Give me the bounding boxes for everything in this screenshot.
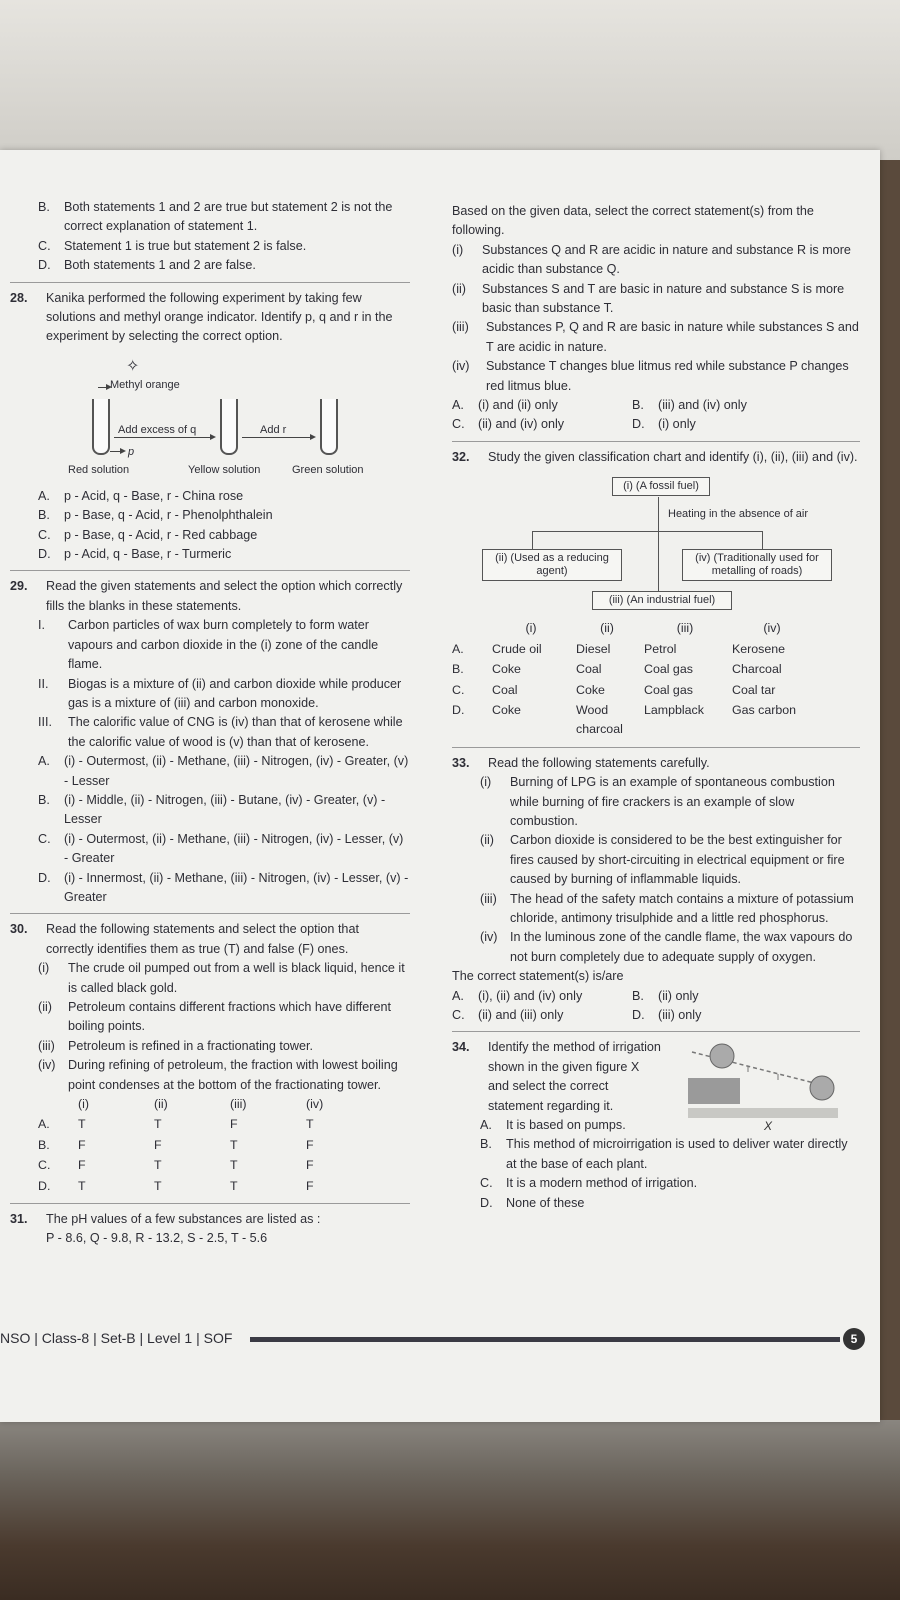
q29-options: [10, 752, 410, 907]
question-number: 30.: [10, 922, 28, 937]
option[interactable]: B. (ii) only: [632, 988, 699, 1003]
experiment-figure: [30, 353, 410, 483]
question-page: [0, 150, 880, 1422]
irrigation-figure: [688, 1038, 838, 1134]
yellow-solution-label: Yellow solution: [188, 463, 261, 476]
question-text: Kanika performed the following experiment by taking few solutions and methyl orange indicator. Identify p, q and r in the experiment by selecting the correct option.: [46, 290, 393, 344]
prompt-text: The correct statement(s) is/are: [452, 969, 624, 984]
chart-box-iii: (iii) (An industrial fuel): [592, 591, 732, 610]
question-text: Study the given classification chart and identify (i), (ii), (iii) and (iv).: [488, 449, 858, 464]
q27-options: [10, 198, 410, 276]
add-r-label: Add r: [260, 423, 287, 436]
statement: (i) Substances Q and R are acidic in nature and substance R is more acidic than substance Q.: [452, 242, 851, 277]
option[interactable]: C. It is a modern method of irrigation.: [480, 1176, 698, 1191]
test-tube-icon: [320, 399, 338, 455]
table-row[interactable]: C. F T T F: [38, 1158, 314, 1173]
background-top: [0, 0, 900, 160]
ground: [688, 1108, 838, 1118]
option[interactable]: C. (ii) and (iii) only: [452, 1008, 564, 1022]
divider: [10, 1203, 410, 1204]
table-row[interactable]: D. T T T F: [38, 1178, 314, 1193]
option[interactable]: C. p - Base, q - Acid, r - Red cabbage: [38, 527, 258, 542]
question-text: Identify the method of irrigation shown in the given figure X and select the correct statement regarding it.: [488, 1040, 661, 1113]
table-row[interactable]: C. Coal Coke Coal gas Coal tar: [452, 682, 776, 697]
question-29: [10, 577, 410, 616]
question-number: 31.: [10, 1212, 28, 1227]
divider: [10, 282, 410, 283]
background-bottom: [0, 1420, 900, 1600]
option[interactable]: C. Statement 1 is true but statement 2 is false.: [38, 238, 307, 253]
heating-label: Heating in the absence of air: [668, 508, 809, 521]
statement: I. Carbon particles of wax burn completely to form water vapours and carbon dioxide in the (i) zone of the candle flame.: [38, 618, 379, 672]
q31-options: [452, 396, 860, 435]
table-row[interactable]: D. Coke Wood charcoal Lampblack Gas carbon: [452, 702, 797, 737]
figure-x-label: X: [764, 1119, 773, 1134]
statement: (i) Burning of LPG is an example of spontaneous combustion while burning of fire crackers is an example of slow combustion.: [480, 775, 835, 828]
statement: (iii) The head of the safety match contains a mixture of potassium chloride, antimony trisulphide and a little red phosphorus.: [480, 891, 854, 925]
question-text: Based on the given data, select the correct statement(s) from the following.: [452, 204, 814, 238]
statement: (i) The crude oil pumped out from a well is black liquid, hence it is called black gold.: [38, 961, 405, 995]
chart-box-top: (i) (A fossil fuel): [612, 477, 710, 496]
table-row[interactable]: B. Coke Coal Coal gas Charcoal: [452, 662, 782, 677]
option[interactable]: D. (iii) only: [632, 1008, 702, 1022]
green-solution-label: Green solution: [292, 463, 364, 476]
option[interactable]: A. (i), (ii) and (iv) only: [452, 988, 583, 1003]
divider: [10, 913, 410, 914]
test-tube-icon: [220, 399, 238, 455]
question-text: Read the following statements and select the option that correctly identifies them as true (T) and false (F) ones.: [46, 922, 359, 956]
left-column: [10, 198, 410, 1249]
divider: [452, 1031, 860, 1032]
question-32: [452, 448, 860, 467]
statement: (ii) Petroleum contains different fractions which have different boiling points.: [38, 1000, 391, 1034]
question-31: [10, 1210, 410, 1249]
option[interactable]: D. p - Acid, q - Base, r - Turmeric: [38, 547, 232, 562]
question-34: [452, 1038, 860, 1213]
test-tube-icon: [92, 399, 110, 455]
connector: [762, 531, 763, 549]
option[interactable]: D. Both statements 1 and 2 are false.: [38, 258, 256, 273]
option[interactable]: B. This method of microirrigation is used to deliver water directly at the base of each plant.: [480, 1137, 848, 1171]
question-number: 29.: [10, 579, 28, 594]
option[interactable]: B. Both statements 1 and 2 are true but statement 2 is not the correct explanation of statement 1.: [38, 200, 393, 234]
option[interactable]: C. (ii) and (iv) only: [452, 417, 565, 432]
q28-options: [10, 487, 410, 565]
p-label: p: [128, 445, 135, 458]
question-text: Read the following statements carefully.: [488, 755, 710, 770]
question-number: 32.: [452, 449, 470, 464]
question-28: [10, 289, 410, 347]
connector: [658, 497, 659, 531]
connector: [532, 531, 762, 532]
statement: (iv) During refining of petroleum, the fraction with lowest boiling point condenses at the bottom of the fractionating tower.: [38, 1058, 398, 1092]
table-header: (i) (ii) (iii) (iv): [78, 1097, 324, 1112]
table-header: (i) (ii) (iii) (iv): [525, 621, 781, 636]
arrow-icon: [110, 451, 124, 452]
connector: [532, 531, 533, 549]
question-33: [452, 754, 860, 773]
right-column: [452, 202, 860, 1213]
wheel-icon: [710, 1044, 734, 1068]
page-number-badge: 5: [843, 1328, 865, 1350]
question-text: Read the given statements and select the option which correctly fills the blanks in these statements.: [46, 579, 403, 613]
arrow-icon: [114, 437, 214, 438]
methyl-orange-label: Methyl orange: [110, 378, 180, 391]
option[interactable]: C. (i) - Outermost, (ii) - Methane, (iii) - Nitrogen, (iv) - Lesser, (v) - Greater: [38, 831, 404, 866]
divider: [10, 570, 410, 571]
statement: (iii) Substances P, Q and R are basic in nature while substances S and T are acidic in nature.: [452, 320, 859, 354]
footer-rule: [250, 1337, 840, 1342]
option[interactable]: A. (i) and (ii) only: [452, 398, 558, 413]
table-row[interactable]: A. T T F T: [38, 1117, 314, 1132]
question-number: 33.: [452, 755, 470, 770]
ph-values: P - 8.6, Q - 9.8, R - 13.2, S - 2.5, T - 5.6: [46, 1231, 268, 1246]
question-number: 34.: [452, 1040, 470, 1055]
option[interactable]: D. (i) only: [632, 417, 696, 432]
option[interactable]: A. p - Acid, q - Base, r - China rose: [38, 488, 244, 503]
option[interactable]: D. (i) - Innermost, (ii) - Methane, (iii) - Nitrogen, (iv) - Lesser, (v) - Greater: [38, 870, 409, 904]
connector: [658, 531, 659, 591]
option[interactable]: A. (i) - Outermost, (ii) - Methane, (iii) - Nitrogen, (iv) - Greater, (v) - Lesser: [38, 754, 409, 788]
statement: II. Biogas is a mixture of (ii) and carbon dioxide while producer gas is a mixture of (iii) and carbon monoxide.: [38, 676, 402, 710]
chart-box-ii: (ii) (Used as a reducing agent): [482, 549, 622, 581]
page-footer: [0, 1330, 880, 1354]
add-q-label: Add excess of q: [118, 423, 197, 436]
statement: (iii) Petroleum is refined in a fractionating tower.: [38, 1038, 314, 1053]
tf-table: [38, 1095, 382, 1197]
option[interactable]: B. (iii) and (iv) only: [632, 398, 747, 413]
statement: (iv) Substance T changes blue litmus red while substance P changes red litmus blue.: [452, 359, 849, 393]
option[interactable]: B. p - Base, q - Acid, r - Phenolphthalein: [38, 508, 273, 523]
table-row[interactable]: B. F F T F: [38, 1137, 314, 1152]
question-text: The pH values of a few substances are listed as :: [46, 1212, 321, 1227]
arrow-icon: [98, 387, 110, 388]
classification-table: [452, 619, 818, 740]
divider: [452, 747, 860, 748]
dropper-icon: ✧: [126, 357, 140, 375]
table-row[interactable]: A. Crude oil Diesel Petrol Kerosene: [452, 641, 786, 656]
pump-block: [688, 1078, 740, 1104]
option[interactable]: B. (i) - Middle, (ii) - Nitrogen, (iii) - Butane, (iv) - Greater, (v) - Lesser: [38, 792, 386, 827]
statement: (ii) Carbon dioxide is considered to be the best extinguisher for fires caused by short-circuiting in electrical equipment or fire caused by burning of inflammable liquids.: [480, 833, 845, 887]
statement: (ii) Substances S and T are basic in nature and substance S is more basic than substance T.: [452, 281, 845, 316]
footer-text: NSO | Class-8 | Set-B | Level 1 | SOF: [0, 1330, 233, 1346]
classification-chart: [452, 473, 860, 613]
red-solution-label: Red solution: [68, 463, 130, 476]
wheel-icon: [810, 1076, 834, 1100]
chart-box-iv: (iv) (Traditionally used for metalling of roads): [682, 549, 832, 581]
divider: [452, 441, 860, 442]
arrow-icon: [242, 437, 314, 438]
option[interactable]: D. None of these: [480, 1195, 585, 1210]
question-number: 28.: [10, 290, 28, 305]
q33-options: [452, 987, 860, 1026]
statement: (iv) In the luminous zone of the candle flame, the wax vapours do not burn completely due to adequate supply of oxygen.: [480, 930, 853, 964]
statement: III. The calorific value of CNG is (iv) than that of kerosene while the calorific value of wood is (v) than that of kerosene.: [38, 715, 403, 749]
question-30: [10, 920, 410, 959]
option[interactable]: A. It is based on pumps.: [480, 1118, 626, 1133]
